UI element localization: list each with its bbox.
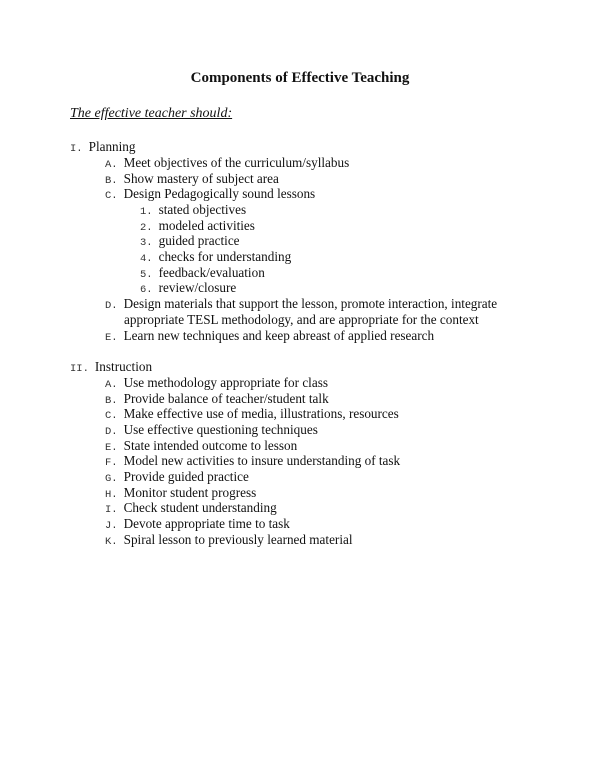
item-marker: F. [105, 457, 118, 469]
subitem-marker: 5. [140, 268, 153, 281]
section-marker: II. [70, 363, 89, 375]
item-marker: H. [105, 488, 118, 501]
subitem-marker: 2. [140, 221, 153, 234]
subitem-text: checks for understanding [158, 249, 292, 264]
item-text: Show mastery of subject area [123, 170, 279, 186]
item-text: Meet objectives of the curriculum/syllabus [123, 155, 350, 170]
subitem-text: stated objectives [158, 202, 247, 217]
subitem-text: feedback/evaluation [158, 264, 265, 280]
list-item [105, 328, 434, 347]
item-text: Use methodology appropriate for class [123, 375, 328, 390]
subitem-marker: 3. [140, 237, 153, 249]
item-marker: C. [105, 190, 118, 202]
subitem-text: guided practice [158, 233, 240, 248]
item-marker: J. [105, 520, 118, 532]
document-title: Components of Effective Teaching [190, 70, 410, 86]
item-text: Make effective use of media, illustrations, resources [123, 406, 399, 421]
item-marker: A. [105, 159, 118, 171]
item-marker: A. [105, 379, 118, 391]
item-marker: G. [105, 473, 118, 485]
section-marker: I. [70, 143, 83, 155]
subitem-text: modeled activities [158, 217, 255, 233]
item-text: Design Pedagogically sound lessons [123, 186, 316, 201]
item-text: Provide guided practice [123, 469, 249, 484]
item-text: Use effective questioning techniques [123, 422, 318, 437]
subitem-text: review/closure [158, 280, 237, 295]
list-item [105, 532, 353, 551]
item-text: Design materials that support the lesson, promote interaction, integrate [123, 296, 498, 311]
item-marker: D. [105, 300, 118, 312]
list-item-continuation: appropriate TESL methodology, and are appropriate for the context [124, 312, 479, 327]
item-text: Learn new techniques and keep abreast of applied research [123, 327, 435, 343]
item-marker: K. [105, 535, 118, 548]
item-text: Devote appropriate time to task [123, 516, 290, 531]
item-text: Spiral lesson to previously learned material [123, 531, 353, 547]
item-marker: I. [105, 504, 118, 516]
item-text: Check student understanding [123, 500, 277, 515]
item-text: Monitor student progress [123, 484, 257, 500]
item-marker: E. [105, 331, 118, 344]
item-marker: E. [105, 441, 118, 454]
subitem-marker: 4. [140, 253, 153, 265]
item-marker: B. [105, 394, 118, 407]
item-marker: C. [105, 410, 118, 422]
subitem-marker: 6. [140, 284, 153, 296]
section-heading-text: Planning [88, 139, 136, 154]
item-text: Provide balance of teacher/student talk [123, 390, 329, 406]
item-text: State intended outcome to lesson [123, 437, 298, 453]
item-marker: B. [105, 174, 118, 187]
subitem-marker: 1. [140, 206, 153, 218]
document-subtitle: The effective teacher should: [70, 106, 233, 121]
item-marker: D. [105, 426, 118, 438]
section-heading-text: Instruction [94, 359, 153, 374]
item-text: Model new activities to insure understanding of task [123, 453, 401, 468]
